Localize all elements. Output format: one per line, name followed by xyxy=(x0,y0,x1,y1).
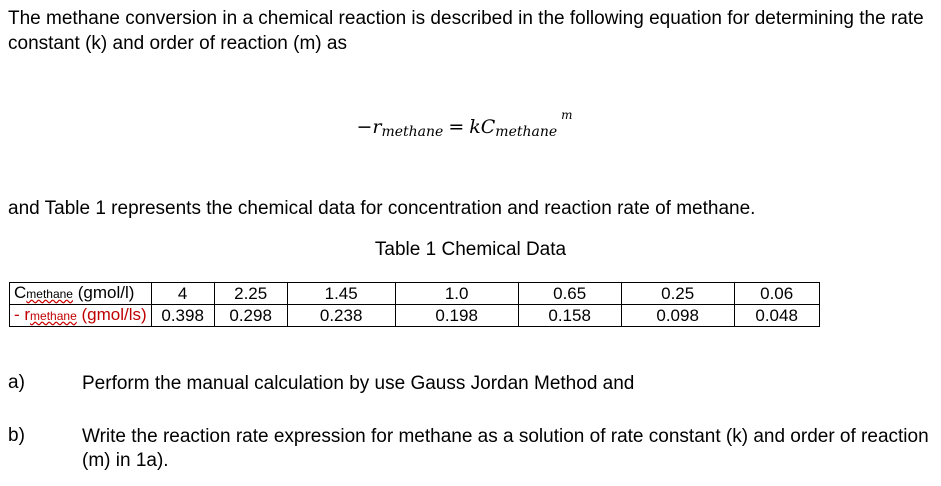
table-cell: 2.25 xyxy=(214,283,287,305)
question-a-letter: a) xyxy=(8,372,25,393)
table-caption: Table 1 Chemical Data xyxy=(374,239,567,260)
equation-exponent: m xyxy=(561,108,573,122)
table-cell: 0.298 xyxy=(214,305,287,327)
table-cell: 0.098 xyxy=(621,305,734,327)
question-a-text: Perform the manual calculation by use Gauss Jordan Method and xyxy=(82,373,635,394)
equation-lhs-symbol: −r xyxy=(356,116,382,138)
concentration-row xyxy=(10,283,820,305)
table-cell: 1.45 xyxy=(287,283,395,305)
rate-symbol: - r xyxy=(14,305,31,324)
table-cell: 0.198 xyxy=(395,305,518,327)
rate-row-label xyxy=(10,305,152,327)
equation-equals: = xyxy=(448,116,465,138)
question-b-text: Write the reaction rate expression for methane as a solution of rate constant (k) and order of reaction (m) in 1a). xyxy=(82,426,929,471)
equation-lhs-subscript: methane xyxy=(381,124,444,140)
table-cell: 0.06 xyxy=(734,283,819,305)
rate-equation xyxy=(0,108,941,140)
table-cell: 0.048 xyxy=(734,305,819,327)
concentration-row-label xyxy=(10,283,152,305)
question-b-letter: b) xyxy=(8,425,25,446)
table-cell: 0.398 xyxy=(151,305,214,327)
rate-subscript: methane xyxy=(30,309,77,323)
concentration-symbol: C xyxy=(14,283,27,302)
table-cell: 4 xyxy=(151,283,214,305)
equation-rhs-subscript: methane xyxy=(495,124,558,140)
equation-rhs-symbol: kC xyxy=(469,116,496,138)
intro-paragraph: The methane conversion in a chemical reaction is described in the following equation for determining the rate constant (k) and order of reaction (m) as xyxy=(8,8,924,54)
rate-row xyxy=(10,305,820,327)
table-cell: 0.65 xyxy=(518,283,621,305)
table-cell: 1.0 xyxy=(395,283,518,305)
table-cell: 0.25 xyxy=(621,283,734,305)
concentration-subscript: methane xyxy=(26,287,73,301)
concentration-unit: (gmol/l) xyxy=(77,283,135,302)
table-cell: 0.238 xyxy=(287,305,395,327)
rate-unit: (gmol/ls) xyxy=(81,305,147,324)
chemical-data-table xyxy=(9,282,820,327)
table-intro: and Table 1 represents the chemical data for concentration and reaction rate of methane. xyxy=(8,198,756,219)
table-cell: 0.158 xyxy=(518,305,621,327)
